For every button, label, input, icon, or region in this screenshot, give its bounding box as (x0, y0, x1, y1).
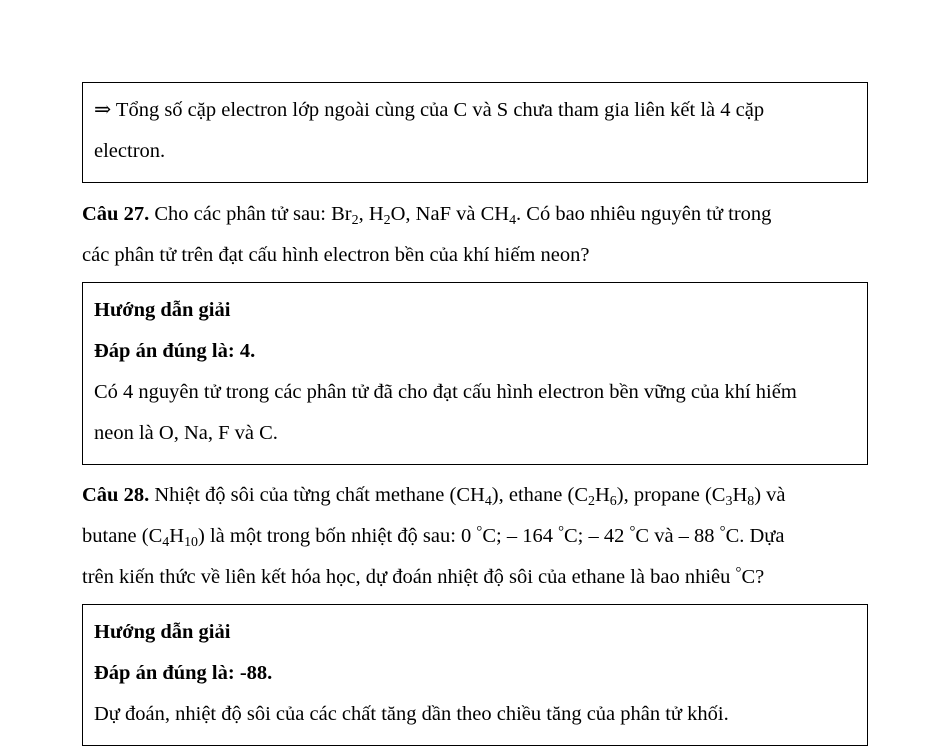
question-27-block (82, 190, 868, 278)
degree-symbol-1: ° (476, 523, 483, 540)
question-28-sub-3: 6 (609, 493, 617, 509)
degree-symbol-5: ° (735, 564, 742, 581)
question-28-sub-5: 8 (747, 493, 755, 509)
answer-27-box (82, 282, 868, 465)
degree-symbol-3: ° (629, 523, 636, 540)
question-28-l2-a: butane (C (82, 525, 163, 547)
question-28-l2-d: C; – 164 (482, 525, 559, 547)
question-27-label: Câu 27. (82, 203, 150, 225)
question-28-text-a: Nhiệt độ sôi của từng chất methane (CH (154, 484, 485, 506)
conclusion-line-1: ⇒ Tổng số cặp electron lớp ngoài cùng của C và S chưa tham gia liên kết là 4 cặp (94, 99, 765, 121)
question-28-text-b: ), ethane (C (491, 484, 588, 506)
question-28-sub-1: 4 (484, 493, 492, 509)
conclusion-box (82, 82, 868, 183)
question-28-line-2 (82, 516, 868, 557)
answer-27-heading: Hướng dẫn giải (94, 299, 231, 321)
question-28-text-c: H (594, 484, 610, 506)
question-28-text-f: ) và (754, 484, 786, 506)
question-28-line-1 (82, 475, 868, 516)
question-28-label: Câu 28. (82, 484, 150, 506)
answer-27-explanation-line-1: Có 4 nguyên tử trong các phân tử đã cho đạt cấu hình electron bền vững của khí hiếm (94, 381, 797, 403)
question-28-text-d: ), propane (C (616, 484, 726, 506)
conclusion-line-2: electron. (94, 140, 166, 162)
question-27-sub-1: 2 (351, 212, 359, 228)
question-27-text-b: , H (358, 203, 384, 225)
question-27-line-1 (82, 194, 868, 235)
question-28-block (82, 471, 868, 600)
spacer-after-conclusion (82, 183, 868, 190)
question-28-sub-2: 2 (588, 493, 595, 509)
question-27-line-2: các phân tử trên đạt cấu hình electron bền của khí hiếm neon? (82, 244, 590, 266)
question-28-l2-f: C và – 88 (635, 525, 720, 547)
question-28-line-3 (82, 557, 868, 598)
question-27-sub-2: 2 (383, 212, 391, 228)
question-28-l2-sub-2: 10 (184, 534, 198, 550)
question-27-text-c: O, NaF và CH (390, 203, 510, 225)
answer-28-value: Đáp án đúng là: -88. (94, 662, 273, 684)
question-27-sub-3: 4 (509, 212, 517, 228)
answer-28-heading: Hướng dẫn giải (94, 621, 231, 643)
question-27-text-d: . Có bao nhiêu nguyên tử trong (516, 203, 772, 225)
degree-symbol-2: ° (558, 523, 564, 540)
answer-27-value: Đáp án đúng là: 4. (94, 340, 256, 362)
answer-28-box (82, 604, 868, 746)
question-28-text-e: H (732, 484, 748, 506)
degree-symbol-4: ° (719, 523, 726, 540)
question-28-sub-4: 3 (725, 493, 733, 509)
question-28-l2-g: C. Dựa (725, 525, 785, 547)
question-28-l2-e: C; – 42 (563, 525, 630, 547)
question-28-l3-b: C? (741, 566, 765, 588)
question-28-l3-a: trên kiến thức về liên kết hóa học, dự đoán nhiệt độ sôi của ethane là bao nhiêu (82, 566, 736, 588)
question-27-text-a: Cho các phân tử sau: Br (154, 203, 352, 225)
question-28-l2-c: ) là một trong bốn nhiệt độ sau: 0 (198, 525, 477, 547)
question-28-l2-b: H (169, 525, 185, 547)
question-28-l2-sub-1: 4 (162, 534, 170, 550)
answer-28-explanation-line-1: Dự đoán, nhiệt độ sôi của các chất tăng dần theo chiều tăng của phân tử khối. (94, 703, 729, 725)
answer-27-explanation-line-2: neon là O, Na, F và C. (94, 422, 278, 444)
